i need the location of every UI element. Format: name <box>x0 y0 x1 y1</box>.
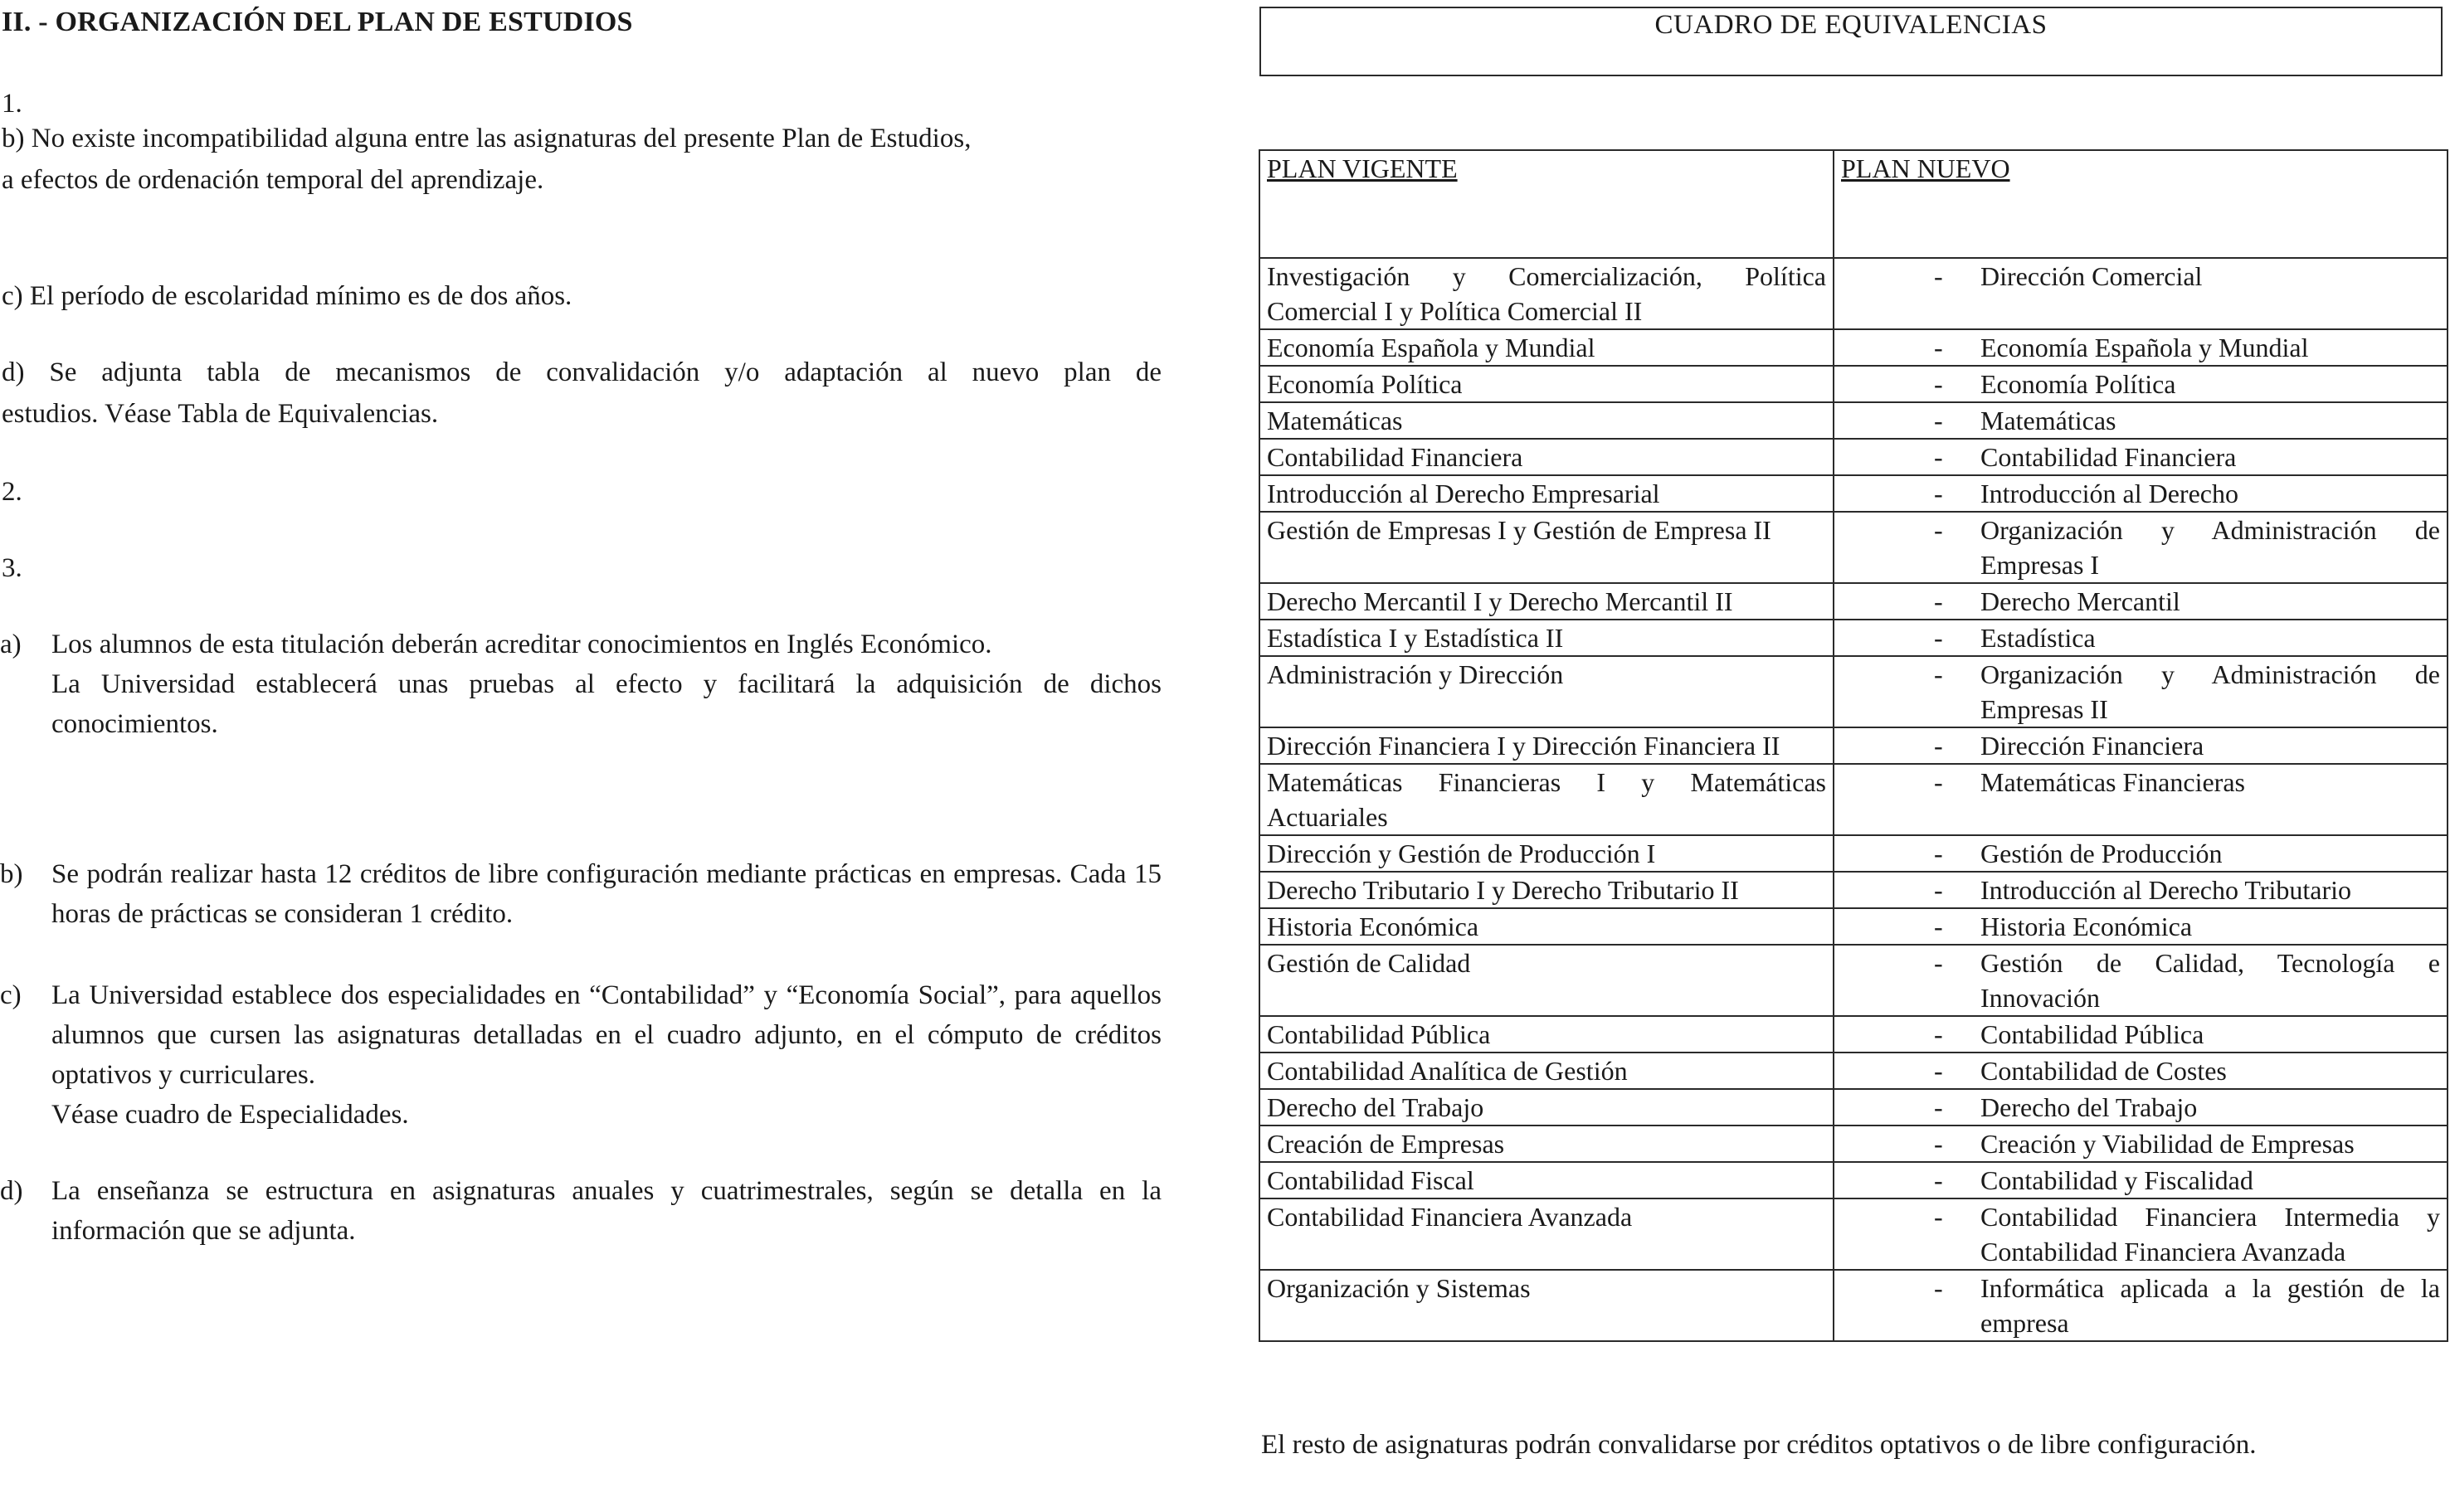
table-row <box>1259 1125 2448 1162</box>
list-item-b-text: Se podrán realizar hasta 12 créditos de libre configuración mediante prácticas en empresas. Cada 15 horas de prácticas se consideran 1 crédito. <box>51 859 1162 929</box>
paragraph-b-line-1: b) No existe incompatibilidad alguna entre las asignaturas del presente Plan de Estudios, <box>2 124 972 153</box>
table-row <box>1259 1198 2448 1270</box>
point-1-label: 1. <box>2 89 22 119</box>
plan-nuevo-cell <box>1834 1089 2448 1125</box>
table-row <box>1259 656 2448 727</box>
plan-nuevo-cell <box>1834 727 2448 764</box>
column-header-plan-vigente <box>1259 150 1834 258</box>
paragraph-d-line-2: estudios. Véase Tabla de Equivalencias. <box>2 399 439 429</box>
dash-marker: - <box>1934 839 1943 868</box>
right-column <box>1244 0 2450 1512</box>
plan-nuevo-text: Contabilidad y Fiscalidad <box>1980 1165 2253 1195</box>
dash-marker: - <box>1934 586 1943 616</box>
table-row <box>1259 439 2448 475</box>
plan-nuevo-cell <box>1834 764 2448 835</box>
list-item-c-text-2: Véase cuadro de Especialidades. <box>51 1100 409 1130</box>
plan-vigente-cell: Investigación y Comercialización, Política Comercial I y Política Comercial II <box>1259 258 1834 329</box>
dash-marker: - <box>1934 1165 1943 1195</box>
plan-vigente-cell: Derecho Tributario I y Derecho Tributario II <box>1259 872 1834 908</box>
table-row <box>1259 475 2448 512</box>
dash-marker: - <box>1934 1092 1943 1122</box>
plan-nuevo-text: Dirección Financiera <box>1980 731 2204 761</box>
plan-nuevo-cell <box>1834 908 2448 945</box>
table-row <box>1259 835 2448 872</box>
plan-nuevo-cell <box>1834 439 2448 475</box>
plan-nuevo-text: Organización y Administración de Empresas II <box>1980 659 2440 724</box>
dash-marker: - <box>1934 623 1943 653</box>
footer-note: El resto de asignaturas podrán convalidarse por créditos optativos o de libre configuración. <box>1261 1430 2257 1460</box>
plan-nuevo-cell <box>1834 1198 2448 1270</box>
plan-nuevo-text: Estadística <box>1980 623 2096 653</box>
plan-nuevo-text: Informática aplicada a la gestión de la empresa <box>1980 1273 2440 1338</box>
dash-marker: - <box>1934 948 1943 978</box>
plan-nuevo-text: Economía Española y Mundial <box>1980 333 2309 362</box>
list-item-b <box>0 854 1162 937</box>
list-item-letter: c) <box>0 980 22 1010</box>
plan-nuevo-cell <box>1834 945 2448 1016</box>
plan-nuevo-cell <box>1834 366 2448 402</box>
dash-marker: - <box>1934 912 1943 941</box>
table-row <box>1259 402 2448 439</box>
list-item-a <box>0 625 1162 790</box>
plan-nuevo-text: Gestión de Calidad, Tecnología e Innovación <box>1980 948 2440 1013</box>
table-row <box>1259 1016 2448 1053</box>
plan-nuevo-text: Economía Política <box>1980 369 2176 399</box>
plan-nuevo-cell <box>1834 583 2448 620</box>
plan-vigente-cell: Gestión de Calidad <box>1259 945 1834 1016</box>
dash-marker: - <box>1934 1202 1943 1232</box>
list-item-d <box>0 1171 1162 1254</box>
plan-nuevo-cell <box>1834 1016 2448 1053</box>
plan-nuevo-cell <box>1834 475 2448 512</box>
plan-vigente-cell: Derecho Mercantil I y Derecho Mercantil II <box>1259 583 1834 620</box>
dash-marker: - <box>1934 1056 1943 1086</box>
dash-marker: - <box>1934 767 1943 797</box>
table-row <box>1259 366 2448 402</box>
table-row <box>1259 908 2448 945</box>
plan-vigente-cell: Derecho del Trabajo <box>1259 1089 1834 1125</box>
plan-vigente-cell: Contabilidad Financiera <box>1259 439 1834 475</box>
dash-marker: - <box>1934 515 1943 545</box>
plan-nuevo-cell <box>1834 402 2448 439</box>
dash-marker: - <box>1934 369 1943 399</box>
table-header-row <box>1259 150 2448 258</box>
plan-nuevo-text: Organización y Administración de Empresas I <box>1980 515 2440 580</box>
plan-vigente-cell: Creación de Empresas <box>1259 1125 1834 1162</box>
plan-nuevo-cell <box>1834 1162 2448 1198</box>
plan-vigente-cell: Administración y Dirección <box>1259 656 1834 727</box>
plan-nuevo-text: Contabilidad Financiera <box>1980 442 2237 472</box>
plan-nuevo-text: Dirección Comercial <box>1980 261 2203 291</box>
list-item-c <box>0 975 1162 1141</box>
paragraph-c: c) El período de escolaridad mínimo es de dos años. <box>2 281 572 311</box>
plan-vigente-cell: Dirección y Gestión de Producción I <box>1259 835 1834 872</box>
plan-nuevo-cell <box>1834 620 2448 656</box>
dash-marker: - <box>1934 406 1943 435</box>
equivalences-table <box>1259 149 2448 1342</box>
equivalences-title-box <box>1259 7 2443 76</box>
list-item-letter: b) <box>0 859 23 889</box>
table-row <box>1259 583 2448 620</box>
dash-marker: - <box>1934 1273 1943 1303</box>
equivalences-title: CUADRO DE EQUIVALENCIAS <box>1654 10 2048 40</box>
plan-nuevo-cell <box>1834 512 2448 583</box>
plan-vigente-cell: Dirección Financiera I y Dirección Financiera II <box>1259 727 1834 764</box>
plan-vigente-cell: Economía Política <box>1259 366 1834 402</box>
plan-nuevo-text: Derecho del Trabajo <box>1980 1092 2198 1122</box>
plan-nuevo-cell <box>1834 1053 2448 1089</box>
plan-nuevo-cell <box>1834 656 2448 727</box>
dash-marker: - <box>1934 731 1943 761</box>
section-heading: II. - ORGANIZACIÓN DEL PLAN DE ESTUDIOS <box>2 7 633 37</box>
column-header-plan-nuevo <box>1834 150 2448 258</box>
plan-nuevo-cell <box>1834 835 2448 872</box>
table-row <box>1259 764 2448 835</box>
table-row <box>1259 872 2448 908</box>
plan-nuevo-text: Contabilidad Pública <box>1980 1019 2204 1049</box>
paragraph-d-line-1: d) Se adjunta tabla de mecanismos de convalidación y/o adaptación al nuevo plan de <box>2 357 1162 387</box>
plan-vigente-cell: Gestión de Empresas I y Gestión de Empresa II <box>1259 512 1834 583</box>
dash-marker: - <box>1934 1129 1943 1159</box>
dash-marker: - <box>1934 1019 1943 1049</box>
plan-vigente-cell: Historia Económica <box>1259 908 1834 945</box>
table-row <box>1259 1053 2448 1089</box>
plan-vigente-cell: Contabilidad Analítica de Gestión <box>1259 1053 1834 1089</box>
equivalences-table-body <box>1259 258 2448 1341</box>
table-row <box>1259 1089 2448 1125</box>
list-item-a-text-1: Los alumnos de esta titulación deberán acreditar conocimientos en Inglés Económico. <box>51 630 992 659</box>
list-item-a-text-2: La Universidad establecerá unas pruebas al efecto y facilitará la adquisición de dichos conocimientos. <box>51 669 1162 739</box>
table-row <box>1259 329 2448 366</box>
dash-marker: - <box>1934 659 1943 689</box>
dash-marker: - <box>1934 333 1943 362</box>
column-header-plan-vigente-label: PLAN VIGENTE <box>1267 153 1458 183</box>
dash-marker: - <box>1934 875 1943 905</box>
plan-nuevo-text: Creación y Viabilidad de Empresas <box>1980 1129 2355 1159</box>
table-row <box>1259 727 2448 764</box>
plan-vigente-cell: Organización y Sistemas <box>1259 1270 1834 1341</box>
plan-nuevo-text: Contabilidad Financiera Intermedia y Contabilidad Financiera Avanzada <box>1980 1202 2440 1266</box>
dash-marker: - <box>1934 442 1943 472</box>
plan-nuevo-text: Matemáticas <box>1980 406 2116 435</box>
plan-nuevo-text: Gestión de Producción <box>1980 839 2223 868</box>
table-row <box>1259 945 2448 1016</box>
column-header-plan-nuevo-label: PLAN NUEVO <box>1841 153 2010 183</box>
dash-marker: - <box>1934 479 1943 508</box>
paragraph-b-line-2: a efectos de ordenación temporal del aprendizaje. <box>2 165 544 195</box>
plan-nuevo-text: Introducción al Derecho <box>1980 479 2238 508</box>
table-row <box>1259 620 2448 656</box>
plan-nuevo-cell <box>1834 1125 2448 1162</box>
plan-nuevo-text: Derecho Mercantil <box>1980 586 2180 616</box>
table-row <box>1259 258 2448 329</box>
list-item-letter: a) <box>0 630 22 659</box>
plan-vigente-cell: Contabilidad Financiera Avanzada <box>1259 1198 1834 1270</box>
plan-nuevo-cell <box>1834 258 2448 329</box>
plan-nuevo-cell <box>1834 1270 2448 1341</box>
plan-nuevo-text: Contabilidad de Costes <box>1980 1056 2227 1086</box>
left-column <box>0 0 1170 1512</box>
point-3-label: 3. <box>2 553 22 583</box>
plan-vigente-cell: Matemáticas Financieras I y Matemáticas Actuariales <box>1259 764 1834 835</box>
list-item-d-text: La enseñanza se estructura en asignaturas anuales y cuatrimestrales, según se detalla en la información que se adjunta. <box>51 1176 1162 1246</box>
plan-vigente-cell: Matemáticas <box>1259 402 1834 439</box>
plan-nuevo-cell <box>1834 872 2448 908</box>
list-item-c-text-1: La Universidad establece dos especialidades en “Contabilidad” y “Economía Social”, para aquellos alumnos que cursen las asignaturas detalladas en el cuadro adjunto, en el cómputo de créditos optativos y curriculares. <box>51 980 1162 1090</box>
point-2-label: 2. <box>2 477 22 507</box>
list-item-letter: d) <box>0 1176 23 1206</box>
plan-vigente-cell: Contabilidad Pública <box>1259 1016 1834 1053</box>
table-row <box>1259 1270 2448 1341</box>
plan-nuevo-cell <box>1834 329 2448 366</box>
plan-nuevo-text: Matemáticas Financieras <box>1980 767 2245 797</box>
table-row <box>1259 512 2448 583</box>
plan-vigente-cell: Contabilidad Fiscal <box>1259 1162 1834 1198</box>
plan-vigente-cell: Economía Española y Mundial <box>1259 329 1834 366</box>
plan-nuevo-text: Historia Económica <box>1980 912 2193 941</box>
dash-marker: - <box>1934 261 1943 291</box>
plan-nuevo-text: Introducción al Derecho Tributario <box>1980 875 2351 905</box>
plan-vigente-cell: Estadística I y Estadística II <box>1259 620 1834 656</box>
table-row <box>1259 1162 2448 1198</box>
plan-vigente-cell: Introducción al Derecho Empresarial <box>1259 475 1834 512</box>
